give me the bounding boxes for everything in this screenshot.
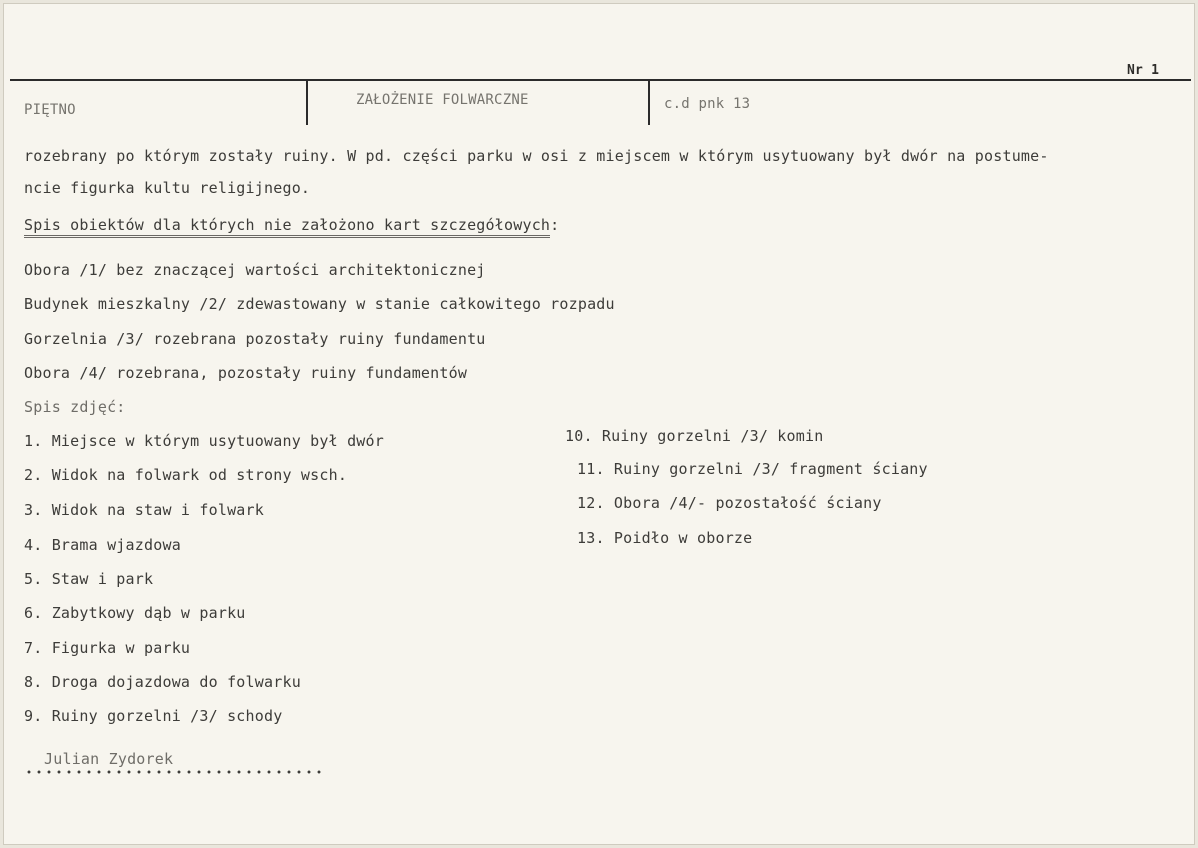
photo-item-9: 9. Ruiny gorzelni /3/ schody (24, 707, 283, 725)
photo-item-3: 3. Widok na staw i folwark (24, 501, 264, 519)
card-number: Nr 1 (1127, 63, 1160, 78)
photos-heading: Spis zdjęć: (24, 398, 126, 416)
field-continuation: c.d pnk 13 (664, 96, 751, 112)
photo-item-11: 11. Ruiny gorzelni /3/ fragment ściany (577, 460, 928, 478)
object-item-3: Gorzelnia /3/ rozebrana pozostały ruiny fundamentu (24, 330, 486, 348)
objects-heading-text: Spis obiektów dla których nie założono kart szczegółowych (24, 216, 550, 238)
objects-heading-colon: : (550, 216, 560, 234)
paragraph-line-1: rozebrany po którym zostały ruiny. W pd. części parku w osi z miejscem w którym usytuowany był dwór na postume- (24, 147, 1049, 165)
photo-item-10: 10. Ruiny gorzelni /3/ komin (565, 427, 824, 445)
photo-item-7: 7. Figurka w parku (24, 639, 191, 657)
photo-item-2: 2. Widok na folwark od strony wsch. (24, 466, 348, 484)
object-item-1: Obora /1/ bez znaczącej wartości architektonicznej (24, 261, 486, 279)
object-item-4: Obora /4/ rozebrana, pozostały ruiny fundamentów (24, 364, 468, 382)
photo-item-1: 1. Miejsce w którym usytuowany był dwór (24, 432, 384, 450)
header-divider-1 (306, 79, 308, 125)
field-pietno: PIĘTNO (24, 102, 76, 118)
header-rule (10, 79, 1191, 81)
photo-item-6: 6. Zabytkowy dąb w parku (24, 604, 246, 622)
photo-item-13: 13. Poidło w oborze (577, 529, 753, 547)
photo-item-5: 5. Staw i park (24, 570, 154, 588)
signature-name: Julian Zydorek (44, 750, 174, 768)
photo-item-8: 8. Droga dojazdowa do folwarku (24, 673, 301, 691)
signature-dotted-line (24, 770, 324, 774)
field-title: ZAŁOŻENIE FOLWARCZNE (356, 92, 529, 108)
photo-item-4: 4. Brama wjazdowa (24, 536, 181, 554)
header-divider-2 (648, 79, 650, 125)
objects-heading (24, 216, 559, 234)
photo-item-12: 12. Obora /4/- pozostałość ściany (577, 494, 882, 512)
paragraph-line-2: ncie figurka kultu religijnego. (24, 179, 311, 197)
object-item-2: Budynek mieszkalny /2/ zdewastowany w stanie całkowitego rozpadu (24, 295, 615, 313)
